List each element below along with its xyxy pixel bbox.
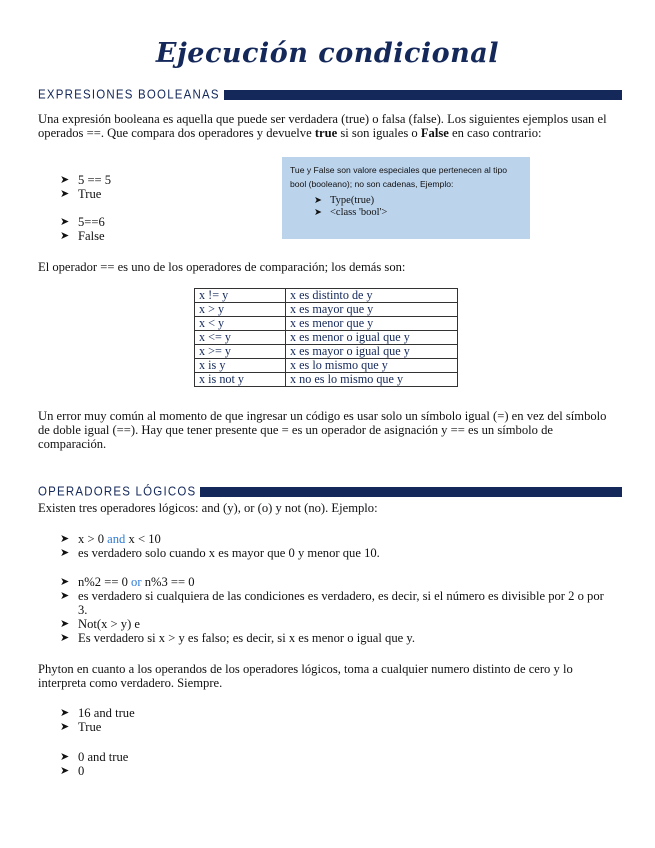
operator-cell: x is not y bbox=[195, 373, 286, 387]
meaning-cell: x no es lo mismo que y bbox=[286, 373, 458, 387]
page-title: Ejecución condicional bbox=[155, 38, 500, 69]
list-item bbox=[60, 173, 111, 187]
description-text: es verdadero si cualquiera de las condiciones es verdadero, es decir, si el número es divisible por 2 o por 3. bbox=[78, 589, 604, 617]
table-row bbox=[195, 331, 458, 345]
example-text: False bbox=[78, 229, 105, 243]
list-item bbox=[60, 575, 605, 589]
list-item bbox=[60, 532, 380, 546]
arrow-bullet-icon: ➤ bbox=[60, 533, 70, 545]
list-item bbox=[314, 207, 522, 219]
intro-text-a: Una expresión booleana es aquella que puede ser verdadera (true) o falsa (false). Los siguientes ejemplos usan el operados ==. Que compara dos operadores y devuelve bbox=[38, 112, 607, 140]
list-item bbox=[60, 546, 380, 560]
heading-bar bbox=[200, 487, 622, 497]
table-row bbox=[195, 317, 458, 331]
intro-false-word: False bbox=[420, 126, 449, 140]
list-item bbox=[314, 195, 522, 207]
bool-note-box bbox=[282, 157, 530, 239]
arrow-bullet-icon: ➤ bbox=[60, 707, 70, 719]
logical-list-1 bbox=[60, 532, 380, 560]
arrow-bullet-icon: ➤ bbox=[60, 576, 70, 588]
code-text: x < 10 bbox=[125, 532, 161, 546]
arrow-bullet-icon: ➤ bbox=[60, 618, 70, 630]
table-row bbox=[195, 373, 458, 387]
keyword-and: and bbox=[107, 532, 126, 546]
example-text: 0 bbox=[78, 764, 85, 778]
operator-cell: x < y bbox=[195, 317, 286, 331]
arrow-bullet-icon: ➤ bbox=[60, 632, 70, 644]
error-paragraph: Un error muy común al momento de que ingresar un código es usar solo un símbolo igual (=) en vez del símbolo de doble igual (==). Hay que tener presente que = es un operador de asignación y == es un símbolo de comparación. bbox=[38, 409, 607, 451]
note-item-text: Type(true) bbox=[330, 195, 375, 206]
note-text: Tue y False son valore especiales que pertenecen al tipo bool (booleano); no son cadenas, Ejemplo: bbox=[290, 165, 508, 189]
arrow-bullet-icon: ➤ bbox=[314, 208, 322, 218]
code-text: n%2 == 0 bbox=[78, 575, 132, 589]
arrow-bullet-icon: ➤ bbox=[60, 590, 70, 602]
list-item bbox=[60, 631, 605, 645]
arrow-bullet-icon: ➤ bbox=[60, 765, 70, 777]
section-heading-logical bbox=[38, 485, 622, 499]
list-item bbox=[60, 750, 128, 764]
arrow-bullet-icon: ➤ bbox=[60, 230, 70, 242]
logical-list-2 bbox=[60, 575, 605, 645]
phyton-paragraph: Phyton en cuanto a los operandos de los operadores lógicos, toma a cualquier numero distinto de cero y lo interpreta como verdadero. Siempre. bbox=[38, 662, 573, 690]
intro-true-word: true bbox=[314, 126, 338, 140]
table-row bbox=[195, 345, 458, 359]
arrow-bullet-icon: ➤ bbox=[60, 174, 70, 186]
operator-cell: x is y bbox=[195, 359, 286, 373]
intro-text-c: en caso contrario: bbox=[448, 126, 542, 140]
code-text: Not(x > y) e bbox=[78, 617, 141, 631]
arrow-bullet-icon: ➤ bbox=[60, 547, 70, 559]
meaning-cell: x es mayor o igual que y bbox=[286, 345, 458, 359]
arrow-bullet-icon: ➤ bbox=[60, 751, 70, 763]
table-body bbox=[195, 289, 458, 387]
section-heading-label: OPERADORES LÓGICOS bbox=[38, 485, 197, 499]
list-item bbox=[60, 215, 105, 229]
operator-cell: x >= y bbox=[195, 345, 286, 359]
table-row bbox=[195, 303, 458, 317]
code-text: n%3 == 0 bbox=[141, 575, 195, 589]
example-text: True bbox=[78, 720, 102, 734]
example-list-1 bbox=[60, 173, 111, 201]
keyword-or: or bbox=[131, 575, 142, 589]
code-text: x > 0 bbox=[78, 532, 108, 546]
list-item bbox=[60, 764, 128, 778]
example-text: 5 == 5 bbox=[78, 173, 112, 187]
arrow-bullet-icon: ➤ bbox=[60, 721, 70, 733]
description-text: Es verdadero si x > y es falso; es decir, si x es menor o igual que y. bbox=[78, 631, 415, 645]
example-text: True bbox=[78, 187, 102, 201]
arrow-bullet-icon: ➤ bbox=[314, 196, 322, 206]
meaning-cell: x es menor o igual que y bbox=[286, 331, 458, 345]
list-item bbox=[60, 187, 111, 201]
table-row bbox=[195, 289, 458, 303]
section-heading-boolean bbox=[38, 88, 622, 102]
example-text: 0 and true bbox=[78, 750, 129, 764]
list-item bbox=[60, 617, 605, 631]
comparison-operators-table bbox=[194, 288, 458, 387]
heading-bar bbox=[224, 90, 622, 100]
list-item bbox=[60, 706, 135, 720]
operator-cell: x != y bbox=[195, 289, 286, 303]
description-text: es verdadero solo cuando x es mayor que 0 y menor que 10. bbox=[78, 546, 380, 560]
boolean-intro-paragraph bbox=[38, 112, 620, 140]
list-item bbox=[60, 229, 105, 243]
note-item-text: <class 'bool'> bbox=[330, 207, 388, 218]
final-list-2 bbox=[60, 750, 128, 778]
example-list-2 bbox=[60, 215, 105, 243]
meaning-cell: x es lo mismo que y bbox=[286, 359, 458, 373]
operator-cell: x > y bbox=[195, 303, 286, 317]
operator-cell: x <= y bbox=[195, 331, 286, 345]
table-row bbox=[195, 359, 458, 373]
example-text: 16 and true bbox=[78, 706, 135, 720]
final-list-1 bbox=[60, 706, 135, 734]
meaning-cell: x es distinto de y bbox=[286, 289, 458, 303]
operators-intro: El operador == es uno de los operadores de comparación; los demás son: bbox=[38, 260, 406, 274]
intro-text-b: si son iguales o bbox=[337, 126, 421, 140]
list-item bbox=[60, 720, 135, 734]
arrow-bullet-icon: ➤ bbox=[60, 188, 70, 200]
arrow-bullet-icon: ➤ bbox=[60, 216, 70, 228]
note-list bbox=[314, 195, 522, 219]
example-text: 5==6 bbox=[78, 215, 105, 229]
logical-intro: Existen tres operadores lógicos: and (y), or (o) y not (no). Ejemplo: bbox=[38, 501, 378, 515]
list-item bbox=[60, 589, 605, 617]
meaning-cell: x es menor que y bbox=[286, 317, 458, 331]
meaning-cell: x es mayor que y bbox=[286, 303, 458, 317]
section-heading-label: EXPRESIONES BOOLEANAS bbox=[38, 88, 220, 102]
